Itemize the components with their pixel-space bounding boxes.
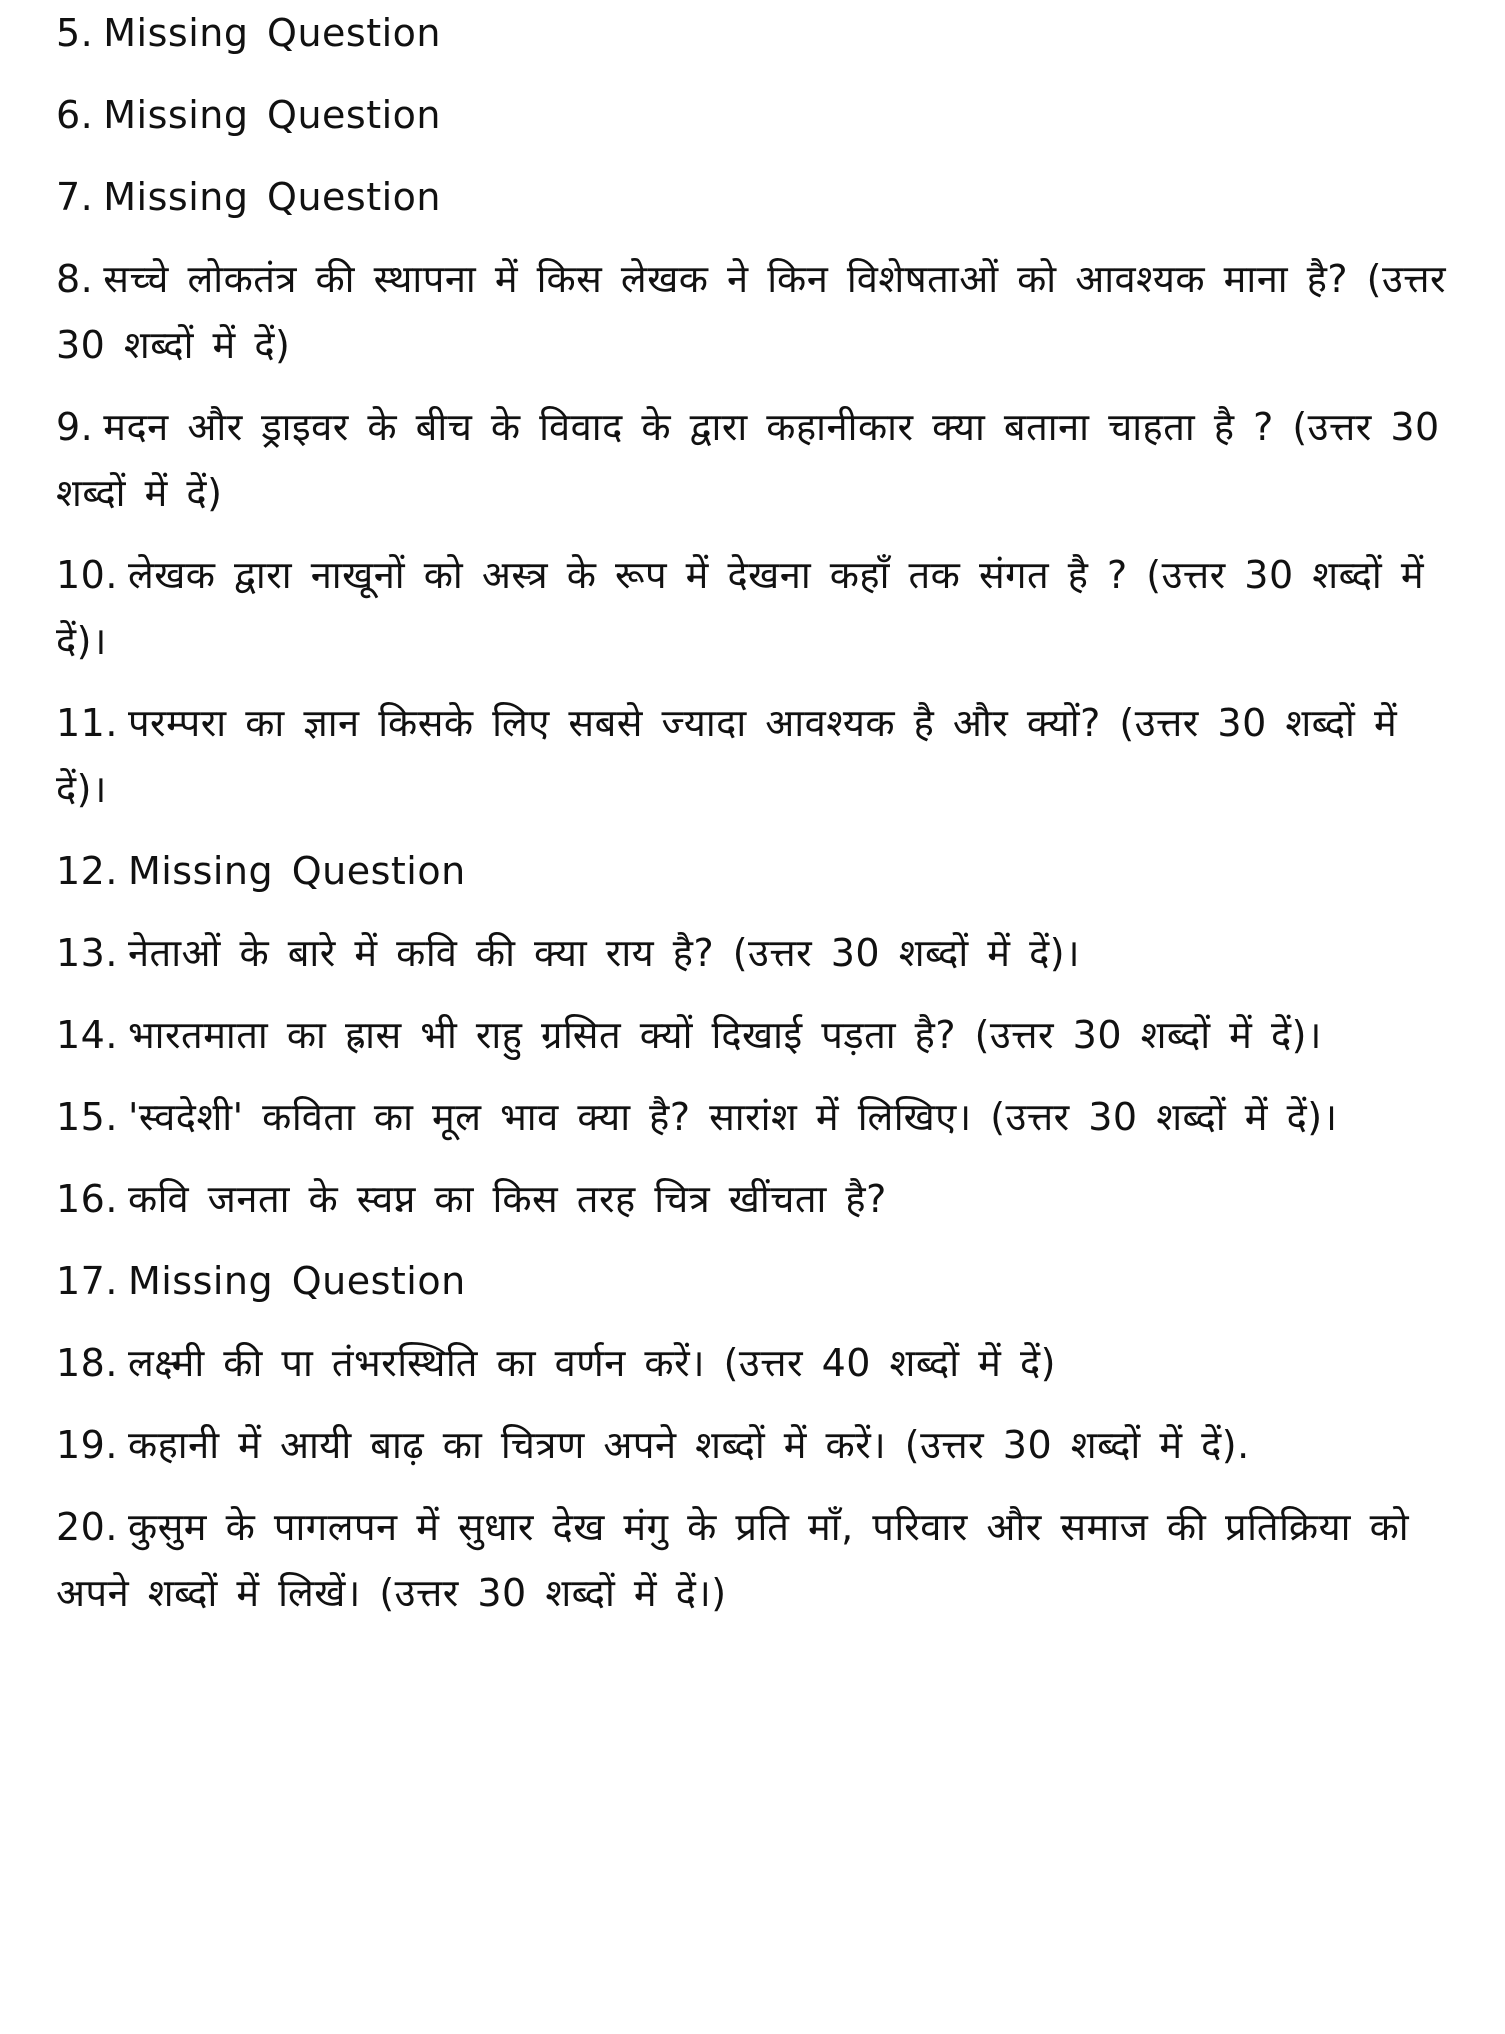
question-text: सच्चे लोकतंत्र की स्थापना में किस लेखक ने किन विशेषताओं को आवश्यक माना है? (उत्तर 30 शब्दों में दें): [56, 257, 1447, 367]
question-number: 6.: [56, 93, 94, 137]
question-item: [56, 1494, 1456, 1642]
question-number: 10.: [56, 553, 118, 597]
question-item: [56, 1330, 1456, 1412]
question-number: 17.: [56, 1259, 118, 1303]
question-item: [56, 1412, 1456, 1494]
question-item: [56, 920, 1456, 1002]
question-text: मदन और ड्राइवर के बीच के विवाद के द्वारा कहानीकार क्या बताना चाहता है ? (उत्तर 30 शब्दों में दें): [56, 405, 1440, 515]
question-item: [56, 542, 1456, 690]
question-text: कहानी में आयी बाढ़ का चित्रण अपने शब्दों में करें। (उत्तर 30 शब्दों में दें).: [127, 1423, 1250, 1467]
question-item: [56, 394, 1456, 542]
question-item: [56, 690, 1456, 838]
question-number: 12.: [56, 849, 118, 893]
question-item: [56, 1002, 1456, 1084]
question-item: [56, 82, 1456, 164]
question-item: [56, 1084, 1456, 1166]
question-text: Missing Question: [103, 93, 442, 137]
question-item: [56, 0, 1456, 82]
question-text: Missing Question: [103, 11, 442, 55]
question-text: नेताओं के बारे में कवि की क्या राय है? (उत्तर 30 शब्दों में दें)।: [127, 931, 1080, 975]
question-item: [56, 1248, 1456, 1330]
question-text: कवि जनता के स्वप्न का किस तरह चित्र खींचता है?: [127, 1177, 887, 1221]
question-text: कुसुम के पागलपन में सुधार देख मंगु के प्रति माँ, परिवार और समाज की प्रतिक्रिया को अपने शब्दों में लिखें। (उत्तर 30 शब्दों में दें।): [56, 1505, 1410, 1615]
question-number: 9.: [56, 405, 94, 449]
question-text: लेखक द्वारा नाखूनों को अस्त्र के रूप में देखना कहाँ तक संगत है ? (उत्तर 30 शब्दों में दें)।: [56, 553, 1425, 663]
question-item: [56, 1166, 1456, 1248]
question-number: 18.: [56, 1341, 118, 1385]
question-text: Missing Question: [103, 175, 442, 219]
question-item: [56, 246, 1456, 394]
question-text: 'स्वदेशी' कविता का मूल भाव क्या है? सारांश में लिखिए। (उत्तर 30 शब्दों में दें)।: [127, 1095, 1338, 1139]
question-list: [56, 0, 1456, 1642]
question-number: 11.: [56, 701, 118, 745]
question-text: Missing Question: [127, 849, 466, 893]
question-number: 5.: [56, 11, 94, 55]
question-number: 16.: [56, 1177, 118, 1221]
question-number: 20.: [56, 1505, 118, 1549]
question-number: 14.: [56, 1013, 118, 1057]
question-item: [56, 164, 1456, 246]
question-text: परम्परा का ज्ञान किसके लिए सबसे ज्यादा आवश्यक है और क्यों? (उत्तर 30 शब्दों में दें)।: [56, 701, 1398, 811]
question-number: 7.: [56, 175, 94, 219]
question-number: 15.: [56, 1095, 118, 1139]
question-number: 19.: [56, 1423, 118, 1467]
question-text: लक्ष्मी की पा तंभरस्थिति का वर्णन करें। (उत्तर 40 शब्दों में दें): [127, 1341, 1056, 1385]
question-text: भारतमाता का ह्रास भी राहु ग्रसित क्यों दिखाई पड़ता है? (उत्तर 30 शब्दों में दें)।: [127, 1013, 1322, 1057]
question-number: 8.: [56, 257, 94, 301]
question-number: 13.: [56, 931, 118, 975]
question-item: [56, 838, 1456, 920]
question-text: Missing Question: [127, 1259, 466, 1303]
